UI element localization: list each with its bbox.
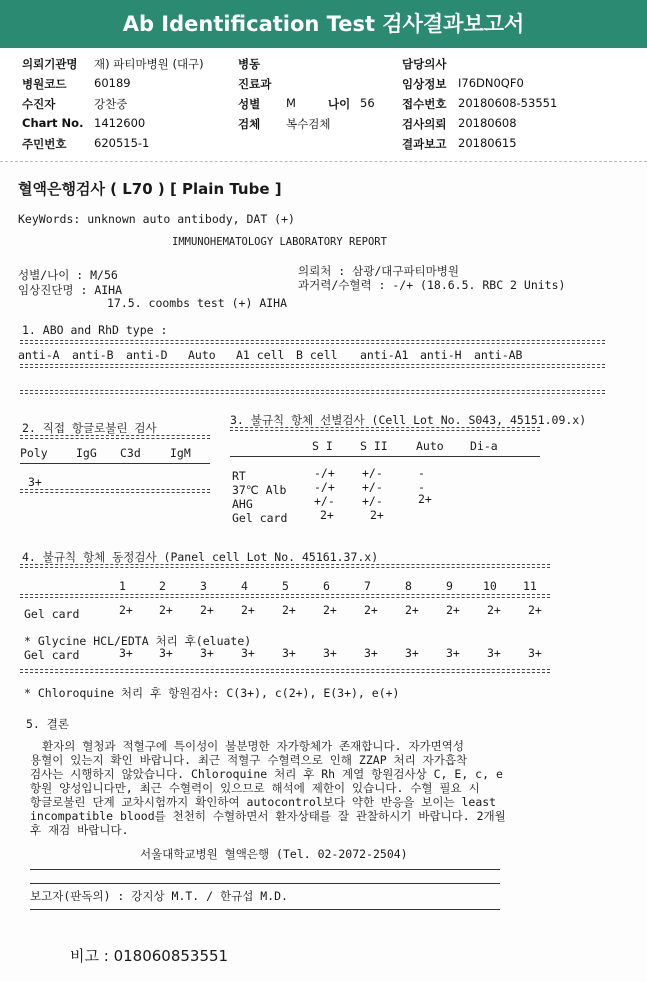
- chloroquine-note: * Chloroquine 처리 후 항원검사: C(3+), c(2+), E(3+), e(+): [24, 686, 400, 700]
- panel-col: 11: [523, 579, 537, 593]
- report-subtitle: IMMUNOHEMATOLOGY LABORATORY REPORT: [172, 236, 387, 248]
- panel-col: 9: [446, 579, 453, 593]
- abo-col: anti-AB: [474, 348, 523, 362]
- requester: 의뢰처 : 삼광/대구파티마병원: [298, 264, 460, 278]
- report-heading: 혈액은행검사 ( L70 ) [ Plain Tube ]: [18, 180, 282, 198]
- panel-cell: 2+: [364, 603, 378, 617]
- specimen-value: 복수검체: [286, 117, 331, 131]
- abo-col: anti-D: [126, 348, 168, 362]
- rule: [20, 564, 550, 568]
- patient-value: 강찬중: [94, 97, 128, 111]
- panel-cell: 2+: [446, 603, 460, 617]
- scanned-report: [0, 166, 647, 982]
- panel-cell: 3+: [159, 646, 173, 660]
- screen-row-label: 37℃ Alb: [232, 483, 287, 497]
- dat-col: C3d: [120, 446, 141, 460]
- keywords: KeyWords: unknown auto antibody, DAT (+): [18, 212, 295, 226]
- screen-cell: 2+: [320, 508, 334, 522]
- screen-col: Auto: [416, 439, 444, 453]
- panel-cell: 2+: [241, 603, 255, 617]
- panel-cell: 2+: [282, 603, 296, 617]
- rule: [230, 456, 540, 457]
- panel-cell: 3+: [446, 646, 460, 660]
- receipt-value: 20180608-53551: [458, 96, 558, 110]
- request-label: 검사의뢰: [402, 117, 447, 131]
- chart-value: 1412600: [94, 116, 146, 130]
- dept-label: 진료과: [238, 77, 272, 91]
- abo-col: anti-A: [18, 348, 60, 362]
- panel-cell: 3+: [119, 646, 133, 660]
- report-title-banner: Ab Identification Test 검사결과보고서: [0, 0, 647, 48]
- abo-col: Auto: [188, 348, 216, 362]
- panel-cell: 3+: [364, 646, 378, 660]
- glycine-note: * Glycine HCL/EDTA 처리 후(eluate): [24, 634, 252, 648]
- panel-col: 6: [323, 579, 330, 593]
- panel-cell: 3+: [282, 646, 296, 660]
- rule: [30, 883, 500, 884]
- conclusion-line: 후 재검 바랍니다.: [30, 823, 129, 837]
- hospital-code-value: 60189: [94, 76, 131, 90]
- institution-label: 의뢰기관명: [22, 57, 78, 71]
- rule: [20, 435, 210, 439]
- hospital-code-label: 병원코드: [22, 77, 67, 91]
- conclusion-line: 용혈이 있는지 확인 바랍니다. 최근 적혈구 수혈력으로 인해 ZZAP 처리 자가흡착: [30, 753, 468, 767]
- panel-col: 1: [119, 579, 126, 593]
- panel-col: 10: [483, 579, 497, 593]
- section-4-title: 4. 불규칙 항체 동정검사 (Panel cell Lot No. 45161.37.x): [22, 550, 379, 564]
- panel-cell: 3+: [487, 646, 501, 660]
- rule: [230, 427, 540, 431]
- panel-col: 8: [405, 579, 412, 593]
- section-3-title: 3. 불규칙 항체 선별검사 (Cell Lot No. S043, 45151.09.x): [230, 413, 587, 427]
- rule: [20, 390, 605, 394]
- age-label: 나이: [328, 97, 351, 111]
- panel-row-label: Gel card: [24, 648, 80, 662]
- panel-cell: 2+: [487, 603, 501, 617]
- dat-col: IgM: [170, 446, 191, 460]
- conclusion-line: 항원 양성입니다만, 최근 수혈력이 있으므로 해석에 제한이 있습니다. 수혈 필요 시: [30, 781, 480, 795]
- id-label: 주민번호: [22, 137, 67, 151]
- panel-cell: 2+: [200, 603, 214, 617]
- id-value: 620515-1: [94, 136, 150, 150]
- section-1-title: 1. ABO and RhD type :: [22, 323, 168, 337]
- rule: [20, 364, 605, 368]
- institution-value: 재) 파티마병원 (대구): [94, 57, 204, 71]
- conclusion-line: 환자의 혈청과 적혈구에 특이성이 불분명한 자가항체가 존재합니다. 자가면역성: [42, 739, 464, 753]
- abo-col: anti-A1: [360, 348, 409, 362]
- screen-cell: 2+: [370, 508, 384, 522]
- abo-col: B cell: [296, 348, 338, 362]
- panel-cell: 2+: [323, 603, 337, 617]
- screen-cell: +/-: [362, 494, 383, 508]
- clinical-label: 임상정보: [402, 77, 447, 91]
- screen-cell: +/-: [362, 480, 383, 494]
- dat-col: IgG: [76, 446, 97, 460]
- screen-row-label: AHG: [232, 497, 253, 511]
- reporter: 보고자(판독의) : 강지상 M.T. / 한규섭 M.D.: [30, 889, 288, 903]
- panel-cell: 2+: [405, 603, 419, 617]
- panel-row-label: Gel card: [24, 607, 80, 621]
- doctor-label: 담당의사: [402, 57, 447, 71]
- screen-row-label: Gel card: [232, 511, 288, 525]
- screen-col: S II: [360, 439, 388, 453]
- screen-cell: -/+: [314, 480, 335, 494]
- ward-label: 병동: [238, 57, 261, 71]
- sex-age: 성별/나이 : M/56: [18, 268, 118, 282]
- clinical-value: I76DN0QF0: [458, 76, 524, 90]
- panel-col: 5: [282, 579, 289, 593]
- patient-info-block: [0, 48, 647, 163]
- panel-cell: 3+: [241, 646, 255, 660]
- panel-col: 4: [241, 579, 248, 593]
- panel-col: 2: [159, 579, 166, 593]
- section-5-title: 5. 결론: [26, 717, 69, 731]
- rule: [20, 340, 605, 344]
- screen-cell: -: [418, 466, 425, 480]
- panel-cell: 3+: [200, 646, 214, 660]
- conclusion-line: 검사는 시행하지 않았습니다. Chloroquine 처리 후 Rh 계열 항원검사상 C, E, c, e: [30, 767, 503, 781]
- section-divider: [0, 161, 647, 163]
- patient-label: 수진자: [22, 97, 56, 111]
- rule: [20, 669, 550, 673]
- rule: [20, 463, 210, 464]
- screen-cell: +/-: [314, 494, 335, 508]
- chart-label: Chart No.: [22, 116, 84, 130]
- panel-cell: 3+: [323, 646, 337, 660]
- rule: [20, 594, 550, 598]
- rule: [30, 909, 500, 910]
- diagnosis: 임상진단명 : AIHA: [18, 283, 123, 297]
- section-2-title: 2. 직접 항글로불린 검사: [22, 421, 157, 435]
- rule: [20, 489, 210, 493]
- screen-col: Di-a: [470, 439, 498, 453]
- screen-row-label: RT: [232, 469, 246, 483]
- screen-cell: -/+: [314, 466, 335, 480]
- abo-col: A1 cell: [236, 348, 285, 362]
- panel-cell: 2+: [159, 603, 173, 617]
- sex-label: 성별: [238, 97, 261, 111]
- panel-cell: 3+: [405, 646, 419, 660]
- lab-signature: 서울대학교병원 혈액은행 (Tel. 02-2072-2504): [140, 847, 408, 861]
- abo-col: anti-B: [72, 348, 114, 362]
- dat-col: Poly: [20, 446, 48, 460]
- report-date-label: 결과보고: [402, 137, 447, 151]
- screen-cell: +/-: [362, 466, 383, 480]
- panel-col: 7: [364, 579, 371, 593]
- screen-col: S I: [312, 439, 333, 453]
- history: 과거력/수혈력 : -/+ (18.6.5. RBC 2 Units): [298, 278, 566, 292]
- report-date-value: 20180615: [458, 136, 517, 150]
- panel-col: 3: [200, 579, 207, 593]
- sex-value: M: [286, 96, 296, 110]
- receipt-label: 접수번호: [402, 97, 447, 111]
- rule: [30, 869, 500, 870]
- dat-result: 3+: [28, 475, 42, 489]
- panel-cell: 2+: [528, 603, 542, 617]
- age-value: 56: [360, 96, 375, 110]
- conclusion-line: incompatible blood를 천천히 수혈하면서 환자상태를 잘 관찰하시기 바랍니다. 2개월: [30, 809, 506, 823]
- conclusion-line: 항글로불린 단계 교차시험까지 확인하여 autocontrol보다 약한 반응을 보이는 least: [30, 795, 497, 809]
- abo-col: anti-H: [420, 348, 462, 362]
- specimen-label: 검체: [238, 117, 261, 131]
- screen-cell: 2+: [418, 492, 432, 506]
- remark: 비고 : 018060853551: [70, 947, 229, 965]
- request-value: 20180608: [458, 116, 517, 130]
- panel-cell: 3+: [528, 646, 542, 660]
- panel-cell: 2+: [119, 603, 133, 617]
- screen-cell: -: [418, 480, 425, 494]
- diagnosis-detail: 17.5. coombs test (+) AIHA: [107, 296, 288, 310]
